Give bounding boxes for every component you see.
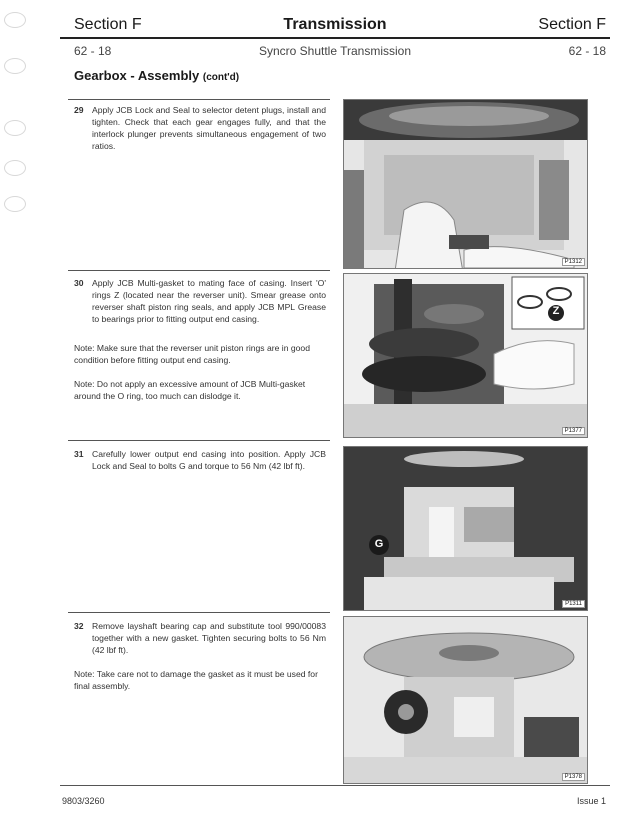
gear-cluster-image bbox=[344, 274, 587, 437]
page-subtitle: Syncro Shuttle Transmission bbox=[258, 44, 412, 58]
step-32 bbox=[74, 620, 326, 656]
section-label-left: Section F bbox=[74, 16, 142, 33]
step-29 bbox=[74, 104, 326, 152]
photo-step-29 bbox=[343, 99, 588, 269]
note-piston-rings: Note: Make sure that the reverser unit piston rings are in good condition before fitting output end casing. bbox=[74, 343, 310, 365]
callout-g: G bbox=[374, 538, 384, 550]
step-number: 32 bbox=[74, 621, 84, 631]
casing-lowered-image bbox=[344, 447, 587, 610]
photo-step-31 bbox=[343, 446, 588, 611]
step-text: Carefully lower output end casing into position. Apply JCB Lock and Seal to bolts G and torque to 56 Nm (42 lbf ft). bbox=[92, 449, 326, 471]
step-text: Apply JCB Lock and Seal to selector detent plugs, install and tighten. Check that each gear engages fully, and that the interlock plunger prevents simultaneous engagement of two ratios. bbox=[92, 105, 326, 151]
photo-code: P1378 bbox=[562, 773, 585, 781]
step-number: 31 bbox=[74, 449, 84, 459]
binder-hole bbox=[4, 196, 26, 212]
binder-hole bbox=[4, 120, 26, 136]
note-multi-gasket: Note: Do not apply an excessive amount of JCB Multi-gasket around the O ring, too much can dislodge it. bbox=[74, 379, 306, 401]
issue-label: Issue 1 bbox=[576, 796, 606, 806]
page-title-text: Gearbox - Assembly bbox=[74, 68, 200, 83]
page-number-left: 62 - 18 bbox=[74, 44, 112, 58]
footer-rule bbox=[60, 785, 610, 786]
photo-code: P1312 bbox=[562, 258, 585, 266]
header-title: Transmission bbox=[283, 16, 387, 33]
binder-hole bbox=[4, 12, 26, 28]
photo-code: P1311 bbox=[562, 600, 585, 608]
layshaft-tool-image bbox=[344, 617, 587, 783]
page-title-suffix: (cont'd) bbox=[202, 72, 240, 83]
step-31 bbox=[74, 448, 326, 472]
section-label-right: Section F bbox=[538, 16, 606, 33]
binder-hole bbox=[4, 58, 26, 74]
step-text: Remove layshaft bearing cap and substitute tool 990/00083 together with a new gasket. Tighten securing bolts to 56 Nm (42 lbf ft). bbox=[92, 621, 326, 655]
photo-step-30 bbox=[343, 273, 588, 438]
photo-step-32 bbox=[343, 616, 588, 784]
step-number: 29 bbox=[74, 105, 84, 115]
step-text: Apply JCB Multi-gasket to mating face of casing. Insert 'O' rings Z (located near the reverser unit). Smear grease onto reverser shaft piston ring seals, and apply JCB MPL Grease to bearings prior to fitting output end casing. bbox=[92, 278, 326, 324]
doc-code: 9803/3260 bbox=[62, 796, 105, 806]
binder-hole bbox=[4, 160, 26, 176]
section-rule bbox=[68, 99, 330, 100]
step-number: 30 bbox=[74, 278, 84, 288]
step-30 bbox=[74, 277, 326, 325]
page-title bbox=[74, 68, 239, 83]
section-rule bbox=[68, 440, 330, 441]
gearbox-detent-image bbox=[344, 100, 587, 268]
section-rule bbox=[68, 270, 330, 271]
callout-z: Z bbox=[552, 305, 560, 317]
section-rule bbox=[68, 612, 330, 613]
photo-code: P1377 bbox=[562, 427, 585, 435]
header-rule bbox=[60, 37, 610, 39]
note-gasket: Note: Take care not to damage the gasket as it must be used for final assembly. bbox=[74, 669, 318, 691]
page-number-right: 62 - 18 bbox=[568, 44, 606, 58]
